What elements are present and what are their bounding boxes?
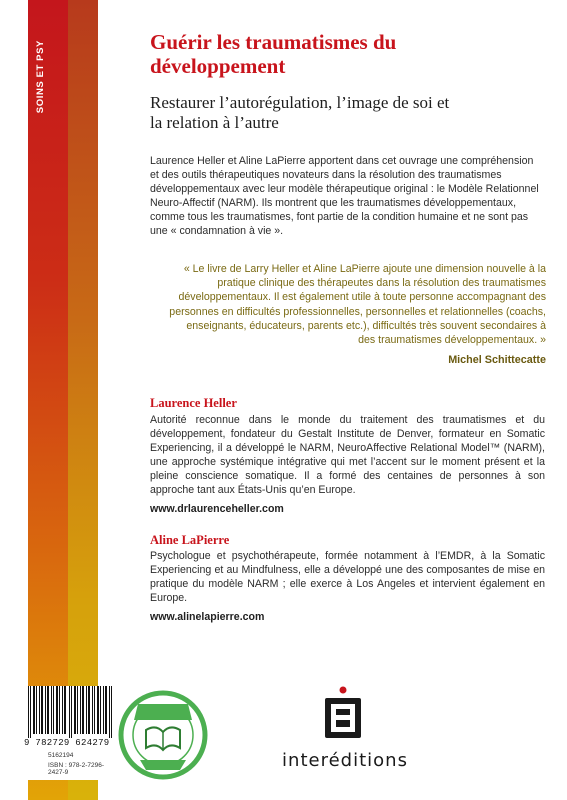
- isbn-text: ISBN : 978-2-7296-2427-9: [48, 762, 105, 776]
- interéditions-logo-icon: [308, 686, 378, 746]
- book-title: Guérir les traumatismes du développement: [150, 30, 397, 78]
- barcode-bars-icon: [26, 686, 116, 738]
- author-name-lapierre: Aline LaPierre: [150, 533, 230, 547]
- book-subtitle: Restaurer l’autorégulation, l’image de soi et la relation à l’autre: [150, 93, 450, 132]
- barcode: [22, 686, 118, 780]
- quote-author: Michel Schittecatte: [448, 354, 546, 366]
- spine-gold-stripe: [68, 0, 98, 800]
- author-bio-heller: Autorité reconnue dans le monde du traitement des traumatismes et du développement, fondateur du Gestalt Institute de Denver, formateur en Somatic Experiencing, il a développé le NARM, NeuroAffective Relational Model™ (NARM), une approche systémique intégrative qui met l’accent sur le moment présent et la pleine conscience somatique. Il a formé des centaines de personnes à son approche tant aux États-Unis qu’en Europe.: [150, 414, 545, 497]
- author-url-heller[interactable]: www.drlaurenceheller.com: [150, 503, 284, 515]
- intro-paragraph: Laurence Heller et Aline LaPierre apportent dans cet ouvrage une compréhension et des outils thérapeutiques novateurs dans la résolution des traumatismes développementaux avec leur modèle thérapeutique original : le Modèle Relationnel Neuro-Affectif (NARM). Ils montrent que les traumatismes développementaux, comme tous les traumatismes, font partie de la condition humaine et ne sont pas une « condamnation à vie ».: [150, 155, 539, 238]
- spine-red-stripe: [28, 0, 68, 800]
- author-bio-lapierre: Psychologue et psychothérapeute, formée notamment à l’EMDR, à la Somatic Experiencing et au Mindfulness, elle a développé une des composantes de mise en pratique du modèle NARM ; elle exerce à Los Angeles et intervient également en Europe.: [150, 550, 545, 605]
- barcode-number: 9 782729 624279: [24, 738, 110, 748]
- collection-label: SOINS ET PSY: [35, 40, 46, 114]
- author-name-heller: Laurence Heller: [150, 396, 237, 410]
- barcode-ref: 5162194: [48, 752, 74, 759]
- publisher-name: interéditions: [282, 750, 408, 771]
- imprime-en-france-seal-icon: [118, 690, 208, 780]
- endorsement-quote: « Le livre de Larry Heller et Aline LaPierre ajoute une dimension nouvelle à la pratique clinique des thérapeutes dans la résolution des traumatismes développementaux. Il est également utile à toute personne accompagnant des personnes en difficultés professionnelles, personnelles et relationnelles (coachs, enseignants, éducateurs, parents etc.), difficultés très souvent secondaires à des traumatismes développementaux. »: [169, 263, 546, 347]
- author-url-lapierre[interactable]: www.alinelapierre.com: [150, 611, 265, 623]
